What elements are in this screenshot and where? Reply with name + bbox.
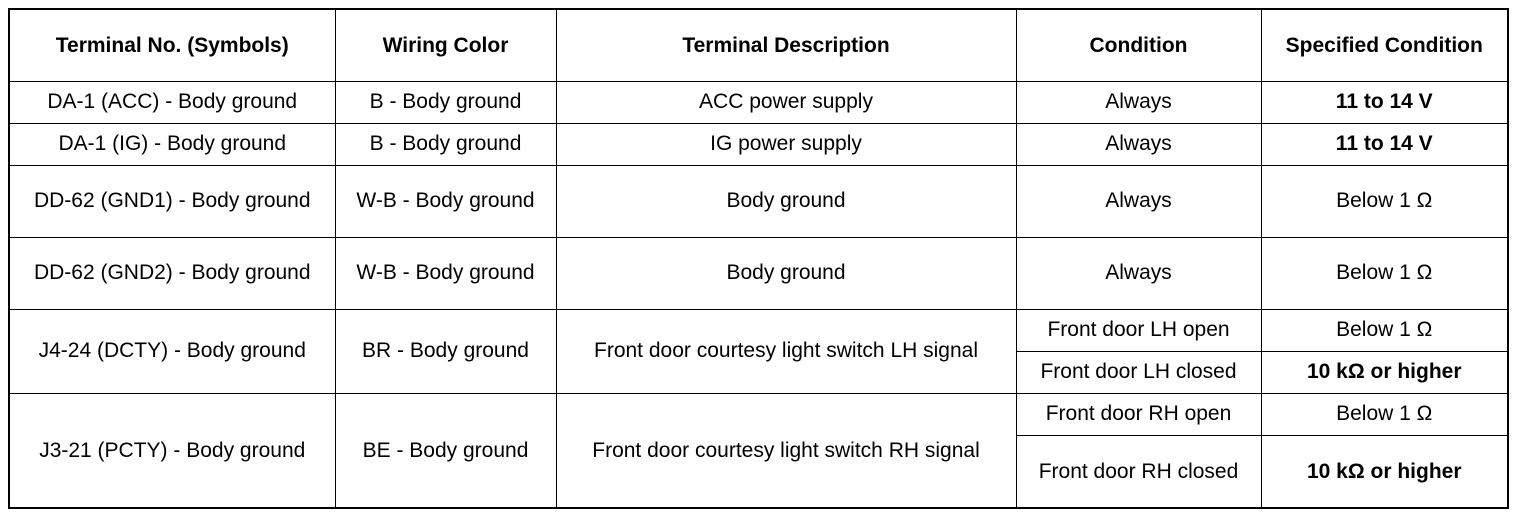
condition-cell: Front door LH closed bbox=[1016, 351, 1261, 393]
terminal-cell: DA-1 (ACC) - Body ground bbox=[9, 81, 335, 123]
table-row bbox=[9, 165, 1508, 237]
wiring-color-cell: B - Body ground bbox=[335, 81, 556, 123]
terminal-cell: DD-62 (GND1) - Body ground bbox=[9, 165, 335, 237]
condition-cell: Always bbox=[1016, 165, 1261, 237]
header-terminal-description: Terminal Description bbox=[556, 9, 1016, 81]
condition-cell: Front door LH open bbox=[1016, 309, 1261, 351]
condition-cell: Always bbox=[1016, 123, 1261, 165]
wiring-color-cell: W-B - Body ground bbox=[335, 165, 556, 237]
condition-cell: Always bbox=[1016, 81, 1261, 123]
specified-cell: 11 to 14 V bbox=[1261, 123, 1508, 165]
specified-cell: Below 1 Ω bbox=[1261, 165, 1508, 237]
terminal-cell: DA-1 (IG) - Body ground bbox=[9, 123, 335, 165]
table-row bbox=[9, 237, 1508, 309]
specified-cell: Below 1 Ω bbox=[1261, 393, 1508, 435]
wiring-color-cell: BE - Body ground bbox=[335, 393, 556, 508]
header-wiring-color: Wiring Color bbox=[335, 9, 556, 81]
description-cell: Body ground bbox=[556, 165, 1016, 237]
specified-cell: 10 kΩ or higher bbox=[1261, 435, 1508, 508]
wiring-color-cell: BR - Body ground bbox=[335, 309, 556, 393]
specified-cell: 11 to 14 V bbox=[1261, 81, 1508, 123]
specified-cell: 10 kΩ or higher bbox=[1261, 351, 1508, 393]
wiring-color-cell: W-B - Body ground bbox=[335, 237, 556, 309]
description-cell: ACC power supply bbox=[556, 81, 1016, 123]
condition-cell: Front door RH closed bbox=[1016, 435, 1261, 508]
header-condition: Condition bbox=[1016, 9, 1261, 81]
table-header-row bbox=[9, 9, 1508, 81]
terminal-cell: DD-62 (GND2) - Body ground bbox=[9, 237, 335, 309]
specified-cell: Below 1 Ω bbox=[1261, 309, 1508, 351]
terminal-spec-table bbox=[8, 8, 1509, 509]
condition-cell: Front door RH open bbox=[1016, 393, 1261, 435]
specified-cell: Below 1 Ω bbox=[1261, 237, 1508, 309]
header-specified-condition: Specified Condition bbox=[1261, 9, 1508, 81]
table-row bbox=[9, 123, 1508, 165]
wiring-color-cell: B - Body ground bbox=[335, 123, 556, 165]
terminal-cell: J3-21 (PCTY) - Body ground bbox=[9, 393, 335, 508]
table-row bbox=[9, 81, 1508, 123]
description-cell: IG power supply bbox=[556, 123, 1016, 165]
table-row bbox=[9, 309, 1508, 351]
table-row bbox=[9, 393, 1508, 435]
terminal-cell: J4-24 (DCTY) - Body ground bbox=[9, 309, 335, 393]
header-terminal: Terminal No. (Symbols) bbox=[9, 9, 335, 81]
description-cell: Front door courtesy light switch RH signal bbox=[556, 393, 1016, 508]
condition-cell: Always bbox=[1016, 237, 1261, 309]
description-cell: Body ground bbox=[556, 237, 1016, 309]
description-cell: Front door courtesy light switch LH signal bbox=[556, 309, 1016, 393]
